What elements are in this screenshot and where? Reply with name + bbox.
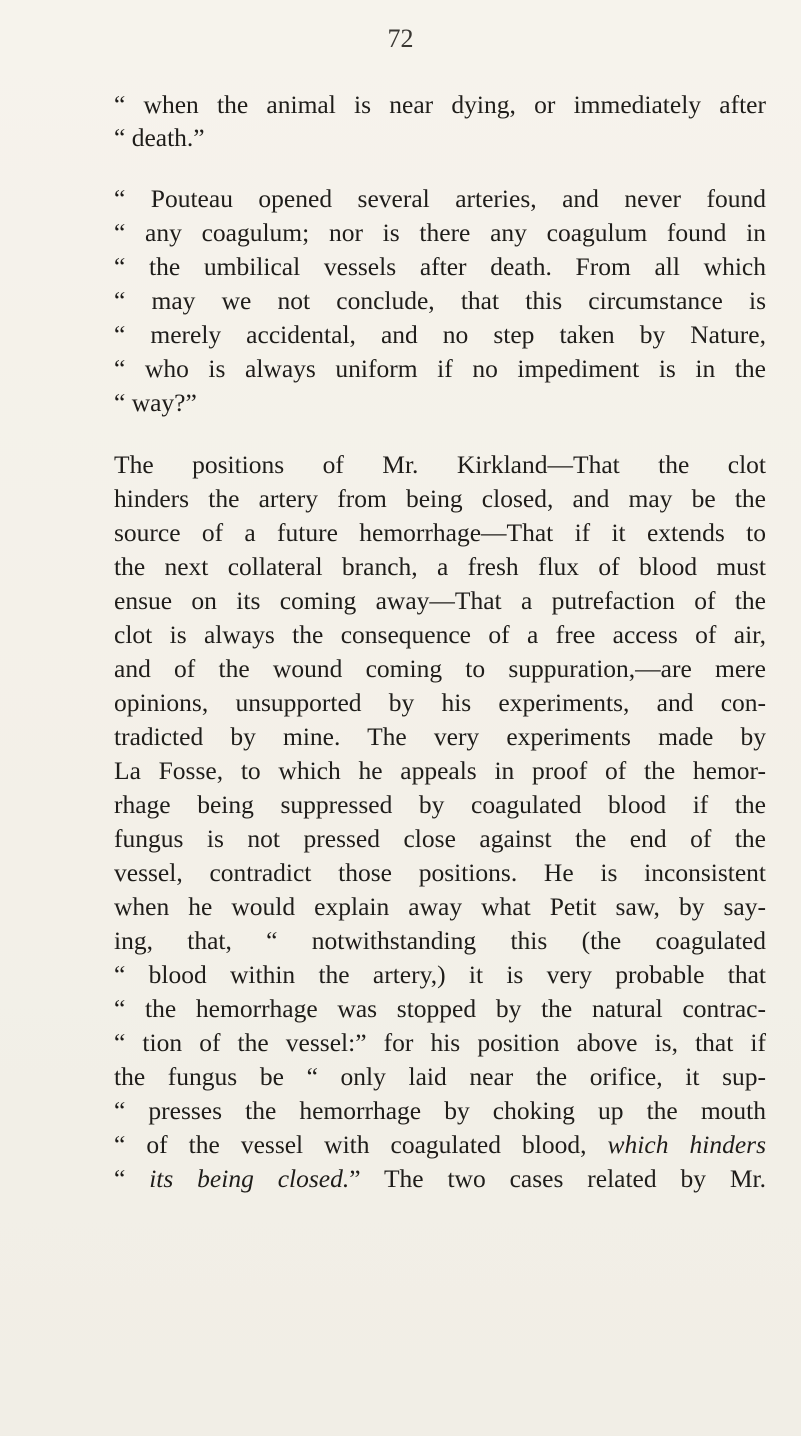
text-fragment: “ — [114, 1164, 126, 1193]
text-line: “ merely accidental, and no step taken by Nature, — [114, 320, 766, 349]
text-line: “ Pouteau opened several arteries, and never found — [114, 184, 766, 213]
text-line: hinders the artery from being closed, and may be the — [114, 484, 766, 513]
text-line: “ death.” — [114, 123, 205, 152]
text-fragment: ” The two cases related by Mr. — [349, 1164, 766, 1193]
text-line: “ presses the hemorrhage by choking up the mouth — [114, 1096, 766, 1125]
text-line: clot is always the consequence of a free access of air, — [114, 620, 766, 649]
text-line: rhage being suppressed by coagulated blood if the — [114, 790, 766, 819]
text-line: “ blood within the artery,) it is very probable that — [114, 960, 766, 989]
text-line: “ the umbilical vessels after death. From all which — [114, 252, 766, 281]
text-line — [114, 1162, 766, 1195]
italic-fragment: which hinders — [607, 1130, 766, 1159]
text-line: “ the hemorrhage was stopped by the natural contrac- — [114, 994, 766, 1023]
text-line — [114, 1128, 766, 1161]
text-line: vessel, contradict those positions. He is inconsistent — [114, 858, 766, 887]
text-line: ensue on its coming away—That a putrefaction of the — [114, 586, 766, 615]
text-line: “ may we not conclude, that this circumstance is — [114, 286, 766, 315]
text-fragment: “ of the vessel with coagulated blood, — [114, 1130, 587, 1159]
page-number: 72 — [387, 24, 414, 53]
text-line: and of the wound coming to suppuration,—are mere — [114, 654, 766, 683]
text-line: when he would explain away what Petit saw, by say- — [114, 892, 766, 921]
text-line: the next collateral branch, a fresh flux of blood must — [114, 552, 766, 581]
text-line: ing, that, “ notwithstanding this (the coagulated — [114, 926, 766, 955]
text-line: “ tion of the vessel:” for his position above is, that if — [114, 1028, 766, 1057]
text-line: “ way?” — [114, 388, 197, 417]
italic-fragment: its being closed. — [149, 1164, 350, 1193]
text-line: fungus is not pressed close against the end of the — [114, 824, 766, 853]
text-line: opinions, unsupported by his experiments, and con- — [114, 688, 766, 717]
text-line: The positions of Mr. Kirkland—That the clot — [114, 450, 766, 479]
text-line: source of a future hemorrhage—That if it extends to — [114, 518, 766, 547]
text-line: “ any coagulum; nor is there any coagulum found in — [114, 218, 766, 247]
text-line: “ when the animal is near dying, or immediately after — [114, 90, 766, 119]
text-line: La Fosse, to which he appeals in proof of the hemor- — [114, 756, 766, 785]
text-line: tradicted by mine. The very experiments made by — [114, 722, 766, 751]
text-line: the fungus be “ only laid near the orifice, it sup- — [114, 1062, 766, 1091]
text-line: “ who is always uniform if no impediment is in the — [114, 354, 766, 383]
